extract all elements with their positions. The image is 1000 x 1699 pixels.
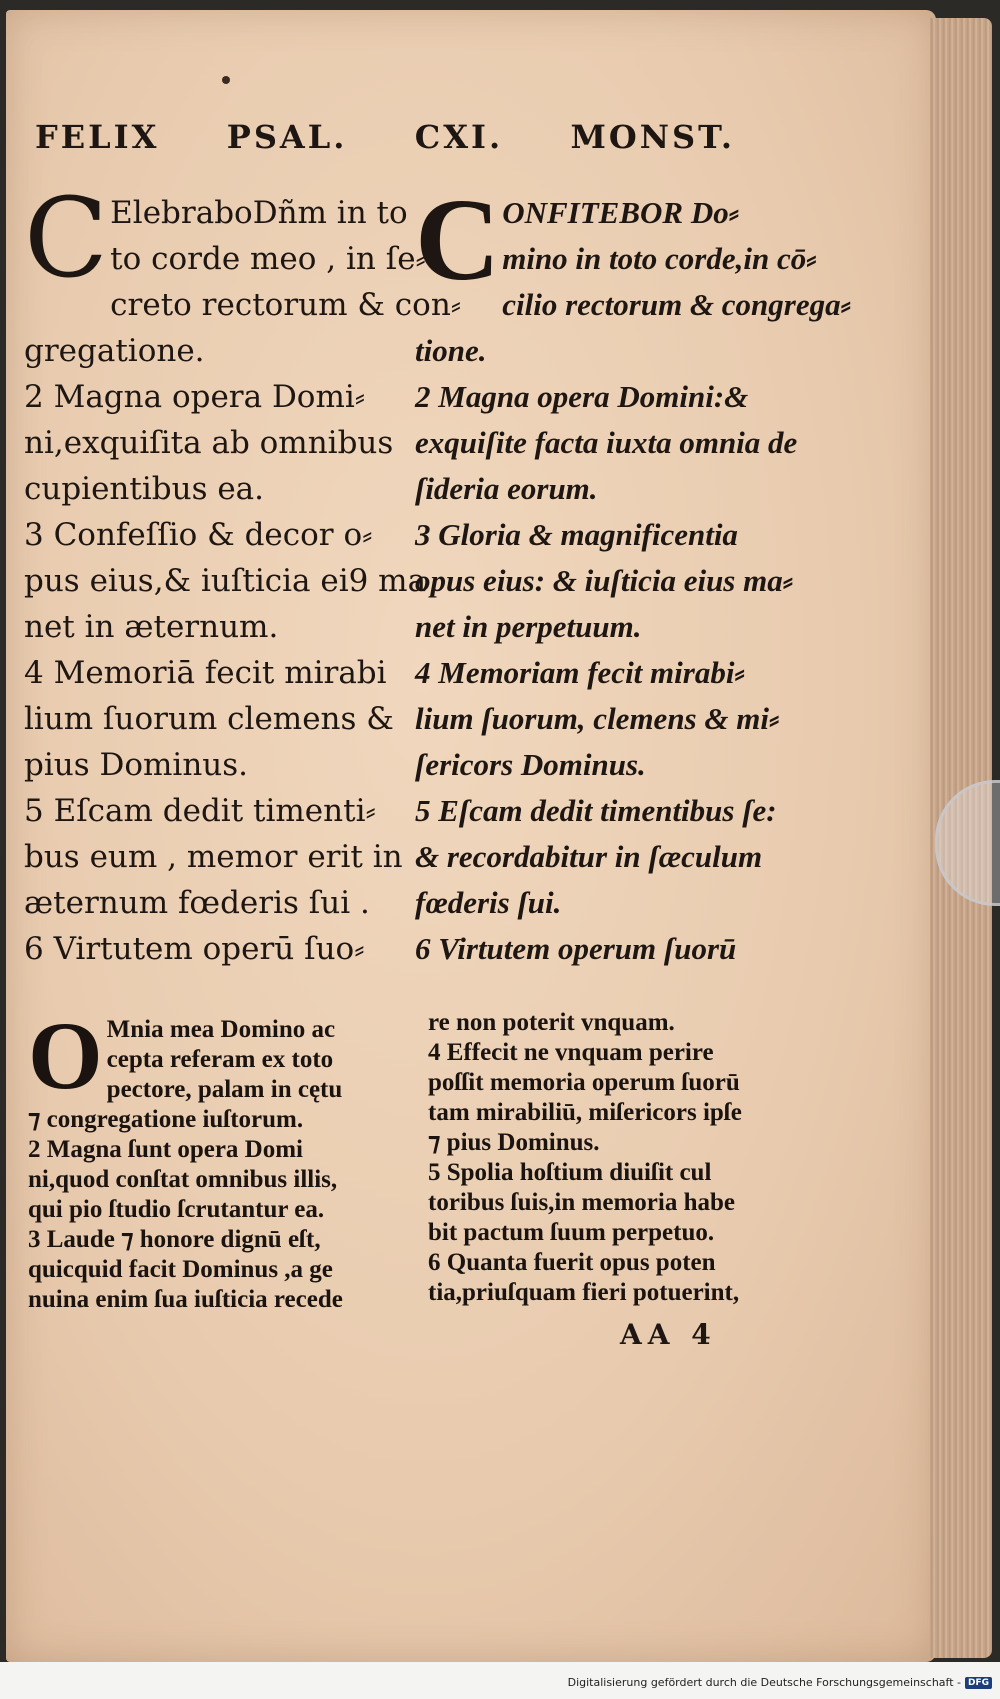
text-line: nuina enim ſua iuſticia recede (28, 1286, 343, 1313)
text-line: toribus ſuis,in memoria habe (428, 1189, 735, 1216)
text-line: 4 Memoriā fecit mirabi (24, 655, 387, 691)
ink-dot (222, 76, 230, 84)
text-line: net in æternum. (24, 609, 279, 645)
text-line: ⁊ pius Dominus. (428, 1129, 600, 1156)
text-line: 5 Eſcam dedit timenti⸗ (24, 793, 376, 829)
header-psal: PSAL. (226, 118, 348, 156)
text-line: ni,quod conſtat omnibus illis, (28, 1166, 338, 1193)
right-column (415, 174, 851, 972)
text-line: 6 Quanta fuerit opus poten (428, 1249, 716, 1276)
blackletter-drop-cap: O (28, 1002, 103, 1109)
text-line: 2 Magna opera Domini:& (415, 379, 749, 414)
text-line: tam mirabiliū, miſericors ipſe (428, 1099, 742, 1126)
text-line: poſſit memoria operum ſuorū (428, 1069, 740, 1096)
text-line: mino in toto corde,in cō⸗ (502, 241, 817, 276)
text-line: lium ſuorum, clemens & mi⸗ (415, 701, 780, 736)
text-line: ni,exquiſita ab omnibus (24, 425, 394, 461)
text-line: tione. (415, 333, 487, 368)
text-line: ONFITEBOR Do⸗ (502, 195, 740, 230)
right-drop-cap: C (415, 174, 501, 305)
footer-credit-text: Digitalisierung gefördert durch die Deutsche Forschungsgemeinschaft - (567, 1676, 961, 1689)
text-line: cilio rectorum & congrega⸗ (502, 287, 851, 322)
text-line: ſericors Dominus. (415, 747, 646, 782)
text-line: 6 Virtutem operum ſuorū (415, 931, 737, 966)
text-line: & recordabitur in ſæculum (415, 839, 763, 874)
text-line: ⁊ congregatione iuſtorum. (28, 1106, 304, 1133)
text-line: 3 Confeſſio & decor o⸗ (24, 517, 373, 553)
text-line: quicquid facit Dominus ,a ge (28, 1256, 333, 1283)
text-line: ſideria eorum. (415, 471, 598, 506)
text-line: pius Dominus. (24, 747, 249, 783)
text-line: pectore, palam in cętu (106, 1076, 343, 1103)
left-drop-cap: C (24, 174, 109, 302)
text-line: bus eum , memor erit in (24, 839, 403, 875)
text-line: cepta referam ex toto (106, 1046, 334, 1073)
signature-mark: AA 4 (620, 1318, 717, 1351)
text-line: re non poterit vnquam. (428, 1009, 675, 1036)
text-line: bit pactum ſuum perpetuo. (428, 1219, 715, 1246)
text-line: 5 Spolia hoſtium diuiſit cul (428, 1159, 712, 1186)
text-line: 3 Laude ⁊ honore dignū eſt, (28, 1226, 321, 1253)
text-line: 4 Effecit ne vnquam perire (428, 1039, 714, 1066)
header-felix: FELIX (35, 118, 160, 156)
text-line: lium ſuorum clemens & (24, 701, 394, 737)
dfg-logo-icon: DFG (965, 1677, 992, 1689)
text-line: creto rectorum & con⸗ (110, 287, 462, 323)
text-line: pus eius,& iuſticia ei9 ma (24, 563, 427, 599)
blackletter-right-block (428, 1008, 848, 1308)
text-line: fœderis ſui. (415, 885, 562, 920)
text-line: cupientibus ea. (24, 471, 265, 507)
running-header (35, 118, 735, 156)
text-line: 3 Gloria & magnificentia (415, 517, 738, 552)
blackletter-left-block (28, 1002, 408, 1315)
text-line: ElebraboDñm in to (110, 195, 408, 231)
text-line: exquiſite facta iuxta omnia de (415, 425, 798, 460)
text-line: Mnia mea Domino ac (106, 1016, 336, 1043)
text-line: 5 Eſcam dedit timentibus ſe: (415, 793, 777, 828)
left-first-lines (24, 174, 426, 302)
left-column (24, 174, 462, 972)
text-line: 2 Magna ſunt opera Domi (28, 1136, 303, 1163)
text-line: qui pio ſtudio ſcrutantur ea. (28, 1196, 325, 1223)
text-line: 2 Magna opera Domi⸗ (24, 379, 366, 415)
text-line: 6 Virtutem operū ſuo⸗ (24, 931, 365, 967)
text-line: opus eius: & iuſticia eius ma⸗ (415, 563, 794, 598)
text-line: 4 Memoriam fecit mirabi⸗ (415, 655, 745, 690)
header-number: CXI. (414, 118, 504, 156)
text-line: to corde meo , in ſe⸗ (110, 241, 426, 277)
text-line: æternum fœderis ſui . (24, 885, 370, 921)
text-line: net in perpetuum. (415, 609, 642, 644)
text-line: tia,priuſquam fieri potuerint, (428, 1279, 740, 1306)
header-monst: MONST. (570, 118, 735, 156)
text-line: gregatione. (24, 333, 205, 369)
footer-credit (568, 1676, 992, 1689)
